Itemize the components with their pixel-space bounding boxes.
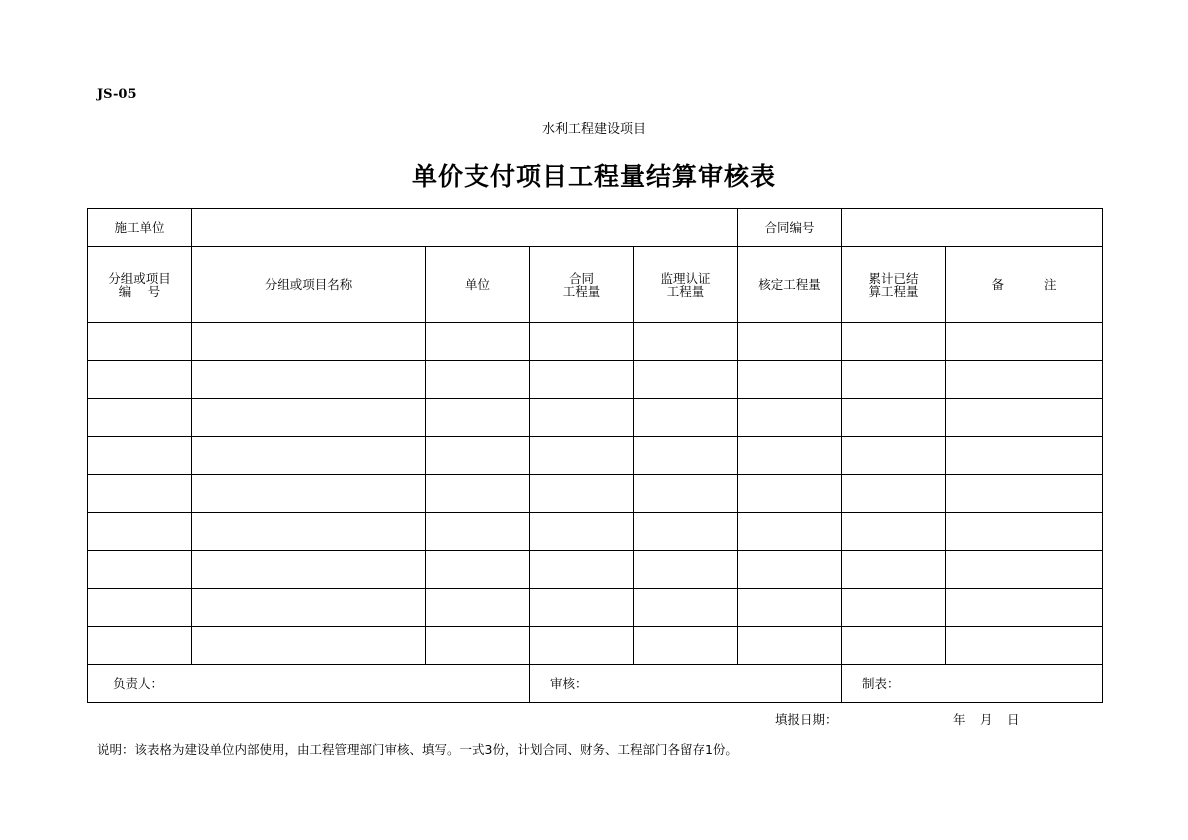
table-cell[interactable]: [842, 513, 946, 551]
table-cell[interactable]: [738, 361, 842, 399]
contractor-label: 施工单位: [88, 209, 192, 247]
col-header-line: 分组或项目名称: [264, 277, 353, 292]
table-cell[interactable]: [634, 475, 738, 513]
column-header-row: [88, 247, 1103, 323]
table-cell[interactable]: [88, 627, 192, 665]
signature-row: [88, 665, 1103, 703]
table-cell[interactable]: [88, 551, 192, 589]
table-cell[interactable]: [426, 361, 530, 399]
table-cell[interactable]: [530, 323, 634, 361]
table-cell[interactable]: [634, 551, 738, 589]
table-cell[interactable]: [634, 361, 738, 399]
table-cell[interactable]: [88, 475, 192, 513]
col-header-line: 工程量: [666, 283, 705, 299]
col-header-line: 核定工程量: [758, 277, 821, 292]
table-cell[interactable]: [946, 627, 1103, 665]
col-header-unit: [426, 247, 530, 323]
reviewer-field[interactable]: 审核：: [530, 665, 842, 703]
table-cell[interactable]: [946, 399, 1103, 437]
contract-no-value[interactable]: [842, 209, 1103, 247]
date-month-label: 月: [980, 712, 993, 727]
table-cell[interactable]: [842, 323, 946, 361]
table-cell[interactable]: [634, 437, 738, 475]
table-cell[interactable]: [530, 627, 634, 665]
col-header-line: 分组或项目: [108, 270, 171, 286]
table-cell[interactable]: [88, 361, 192, 399]
table-cell[interactable]: [192, 323, 426, 361]
table-cell[interactable]: [530, 399, 634, 437]
table-cell[interactable]: [426, 551, 530, 589]
date-day-label: 日: [1007, 712, 1020, 727]
col-header-line: 备 注: [991, 277, 1057, 292]
table-row: [88, 437, 1103, 475]
table-cell[interactable]: [426, 323, 530, 361]
table-cell[interactable]: [426, 475, 530, 513]
table-cell[interactable]: [842, 475, 946, 513]
table-cell[interactable]: [192, 437, 426, 475]
table-cell[interactable]: [738, 437, 842, 475]
table-cell[interactable]: [738, 627, 842, 665]
table-cell[interactable]: [946, 361, 1103, 399]
table-cell[interactable]: [738, 475, 842, 513]
table-row: [88, 627, 1103, 665]
table-cell[interactable]: [530, 437, 634, 475]
prepared-by-field[interactable]: 制表：: [842, 665, 1103, 703]
col-header-item-name: [192, 247, 426, 323]
table-cell[interactable]: [426, 399, 530, 437]
responsible-person-field[interactable]: 负责人：: [88, 665, 530, 703]
table-cell[interactable]: [842, 627, 946, 665]
table-cell[interactable]: [530, 475, 634, 513]
table-cell[interactable]: [842, 437, 946, 475]
table-row: [88, 475, 1103, 513]
table-cell[interactable]: [634, 513, 738, 551]
col-header-remarks: [946, 247, 1103, 323]
table-cell[interactable]: [946, 323, 1103, 361]
table-cell[interactable]: [634, 589, 738, 627]
table-cell[interactable]: [88, 399, 192, 437]
settlement-table: [87, 208, 1103, 703]
table-cell[interactable]: [192, 361, 426, 399]
table-cell[interactable]: [842, 589, 946, 627]
table-cell[interactable]: [738, 589, 842, 627]
date-year-label: 年: [953, 712, 966, 727]
table-cell[interactable]: [842, 551, 946, 589]
table-cell[interactable]: [88, 513, 192, 551]
table-cell[interactable]: [192, 399, 426, 437]
table-cell[interactable]: [192, 475, 426, 513]
fill-date-label: 填报日期：: [775, 712, 838, 727]
table-cell[interactable]: [946, 589, 1103, 627]
table-cell[interactable]: [192, 513, 426, 551]
table-cell[interactable]: [842, 399, 946, 437]
table-cell[interactable]: [88, 437, 192, 475]
table-cell[interactable]: [946, 513, 1103, 551]
table-row: [88, 361, 1103, 399]
col-header-cumulative-qty: [842, 247, 946, 323]
table-cell[interactable]: [946, 475, 1103, 513]
table-cell[interactable]: [946, 437, 1103, 475]
table-cell[interactable]: [88, 589, 192, 627]
table-cell[interactable]: [530, 361, 634, 399]
table-row: [88, 513, 1103, 551]
table-cell[interactable]: [192, 589, 426, 627]
table-cell[interactable]: [530, 513, 634, 551]
col-header-approved-qty: [738, 247, 842, 323]
table-cell[interactable]: [738, 399, 842, 437]
col-header-contract-qty: [530, 247, 634, 323]
table-cell[interactable]: [634, 323, 738, 361]
col-header-line: 单位: [464, 277, 490, 292]
col-header-line: 工程量: [562, 283, 601, 299]
form-subtitle: 水利工程建设项目: [541, 122, 646, 137]
table-cell[interactable]: [530, 589, 634, 627]
table-cell[interactable]: [426, 437, 530, 475]
form-code: JS-05: [97, 87, 137, 102]
table-row: [88, 589, 1103, 627]
table-row: [88, 551, 1103, 589]
table-cell[interactable]: [634, 399, 738, 437]
contract-no-label: 合同编号: [738, 209, 842, 247]
contractor-value[interactable]: [192, 209, 738, 247]
col-header-line: 累计已结: [868, 270, 919, 286]
table-row: [88, 323, 1103, 361]
table-cell[interactable]: [738, 513, 842, 551]
col-header-supervision-qty: [634, 247, 738, 323]
col-header-line: 监理认证: [660, 270, 711, 286]
col-header-line: 编 号: [118, 283, 161, 299]
table-cell[interactable]: [842, 361, 946, 399]
table-cell[interactable]: [530, 551, 634, 589]
col-header-item-no: [88, 247, 192, 323]
table-cell[interactable]: [426, 513, 530, 551]
form-title: 单价支付项目工程量结算审核表: [411, 162, 776, 191]
table-cell[interactable]: [426, 589, 530, 627]
col-header-line: 合同: [568, 270, 594, 286]
table-cell[interactable]: [634, 627, 738, 665]
table-cell[interactable]: [738, 323, 842, 361]
usage-note: 说明：该表格为建设单位内部使用，由工程管理部门审核、填写。一式3份，计划合同、财务、工程部门各留存1份。: [97, 742, 738, 757]
table-cell[interactable]: [88, 323, 192, 361]
contract-info-row: [88, 209, 1103, 247]
table-cell[interactable]: [192, 551, 426, 589]
table-cell[interactable]: [426, 627, 530, 665]
table-cell[interactable]: [192, 627, 426, 665]
table-row: [88, 399, 1103, 437]
table-cell[interactable]: [738, 551, 842, 589]
table-cell[interactable]: [946, 551, 1103, 589]
col-header-line: 算工程量: [868, 283, 919, 299]
